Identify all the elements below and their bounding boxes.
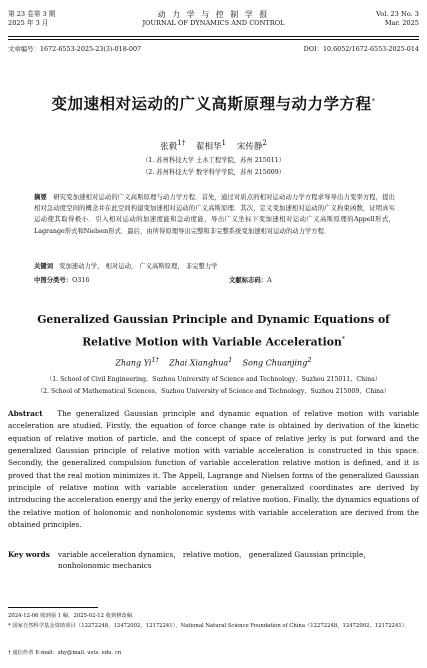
- abstract-en: [8, 408, 419, 531]
- abstract-en-label: Abstract: [8, 409, 43, 418]
- authors-en: Zhang $Yi^{1\dagger}$ Zhai Xianghua$^1$ Song Chuanjing$^2$: [115, 356, 312, 368]
- doi: DOI：10.6052/1672-6553-2025-014: [303, 45, 419, 53]
- abstract-cn-label: 摘要: [34, 194, 47, 201]
- clc-label: 中图分类号：: [34, 277, 73, 284]
- keywords-en-label: Key words: [8, 550, 50, 559]
- author-en-2: Zhai Xianghua: [169, 358, 229, 368]
- footnote-funding: * 国家自然科学基金资助项目（12272248，12472002，12172241），National Natural Science Foundation of China（12272248，12472002，12172241）．: [8, 623, 410, 629]
- keywords-cn-label: 关键词: [34, 263, 54, 270]
- footnote-received: 2024-12-06 收到第 1 稿，2025-02-12 收到修改稿．: [8, 613, 138, 619]
- journal-name-cn: 动 力 学 与 控 制 学 报: [157, 10, 270, 19]
- affiliation-cn-2: （2. 苏州科技大学 数学科学学院，苏州 215009）: [141, 169, 286, 176]
- header-date-en: Mar. 2025: [384, 19, 419, 27]
- author-cn-2: 翟相华: [196, 141, 222, 152]
- header-rule-thin: [8, 39, 419, 40]
- keywords-en-text: variable acceleration dynamics， relative motion， generalized Gaussian principle， nonholonomic mechanics: [58, 550, 371, 570]
- header-date-cn: 2025 年 3 月: [8, 19, 49, 27]
- header-journal: [8, 10, 419, 28]
- author-cn-3: 宋传静: [236, 141, 263, 152]
- abstract-en-text: The generalized Gaussian principle and dynamic equation of relative motion with variable acceleration are studied. Firstly, the equation of force change rate is obtained by derivation of the kinetic equation of relative motion of particle, and the concept of space of relative jerky is put forward and the generalized Gaussian principle of relative motion with variable acceleration is constructed in this space. Secondly, the generalized compulsion function of variable acceleration relative motion is defined, and it is proved that the real motion minimizes it. The Appell, Lagrange and Nielsen forms of the generalized Gaussian principle of relative motion with variable acceleration under generalized coordinates are derived by introducing the acceleration energy and the jerky energy of relative motion. Finally, the dynamics equations of the relative motion of holonomic and nonholonomic systems with variable acceleration are derived from the obtained principles.: [8, 409, 419, 530]
- article-number: 文章编号：1672-6553-2025-23(3)-018-007: [8, 45, 142, 53]
- doc-code-label: 文献标志码：: [229, 277, 268, 284]
- abstract-cn-text: 研究变加速相对运动的广义高斯原理与动力学方程．首先，通过对质点的相对运动动力学方程求导导出力变率方程，提出相对急动度空间的概念并在此空间构建变加速相对运动的广义高斯原理．其次，定义变加速相对运动的广义拘束函数，证明真实运动使其取得极小．引入相对运动的加速度能和急动度能，导出广义坐标下变加速相对运动广义高斯原理的Appell形式，Lagrange形式和Nielsen形式．最后，由所得原理导出完整和非完整系统变加速相对运动的动力学方程．: [34, 194, 395, 235]
- title-en-footnote-mark: *: [341, 336, 345, 343]
- header-rule-thick: [8, 36, 419, 37]
- keywords-en: [8, 549, 405, 571]
- article-meta: [8, 44, 419, 53]
- title-cn-footnote-mark: *: [371, 96, 376, 105]
- title-en: Generalized Gaussian Principle and Dynamic Equations of Relative Motion with Variable Acceleration*: [37, 313, 390, 349]
- doc-code: A: [267, 277, 272, 284]
- author-en-3: Song Chuanjing: [242, 358, 308, 368]
- affiliation-cn-1: （1. 苏州科技大学 土木工程学院，苏州 215011）: [141, 157, 286, 164]
- keywords-cn-text: 变加速动力学， 相对运动， 广义高斯原理， 非完整力学: [59, 263, 218, 270]
- header-volume-cn: 第 23 卷第 3 期: [8, 10, 56, 18]
- abstract-cn: [34, 192, 395, 237]
- header-volume-en: Vol. 23 No. 3: [376, 10, 419, 18]
- keywords-cn: [34, 261, 395, 270]
- header-issue-en: [376, 10, 419, 28]
- journal-name-en: JOURNAL OF DYNAMICS AND CONTROL: [142, 19, 285, 27]
- title-cn: 变加速相对运动的广义高斯原理与动力学方程*: [51, 95, 376, 113]
- affiliation-en-1: （1. School of Civil Engineering，Suzhou University of Science and Technology，Suzhou 215011，China）: [46, 376, 381, 383]
- classification-cn: [34, 275, 395, 284]
- affiliation-en-2: （2. School of Mathematical Sciences，Suzhou University of Science and Technology，Suzhou 215009，China）: [36, 388, 391, 395]
- author-en-1: Zhang Yi: [115, 358, 152, 368]
- footnote-rule: [8, 607, 98, 608]
- authors-cn: 张毅$^{1\dagger}$ 翟相华$^1$ 宋传静$^2$: [160, 138, 267, 152]
- clc-code: O316: [72, 277, 90, 284]
- author-cn-1: 张毅: [160, 141, 178, 152]
- footnote-corresponding: † 通信作者 E-mail：zhy@mail. usts. edu. cn: [8, 650, 122, 656]
